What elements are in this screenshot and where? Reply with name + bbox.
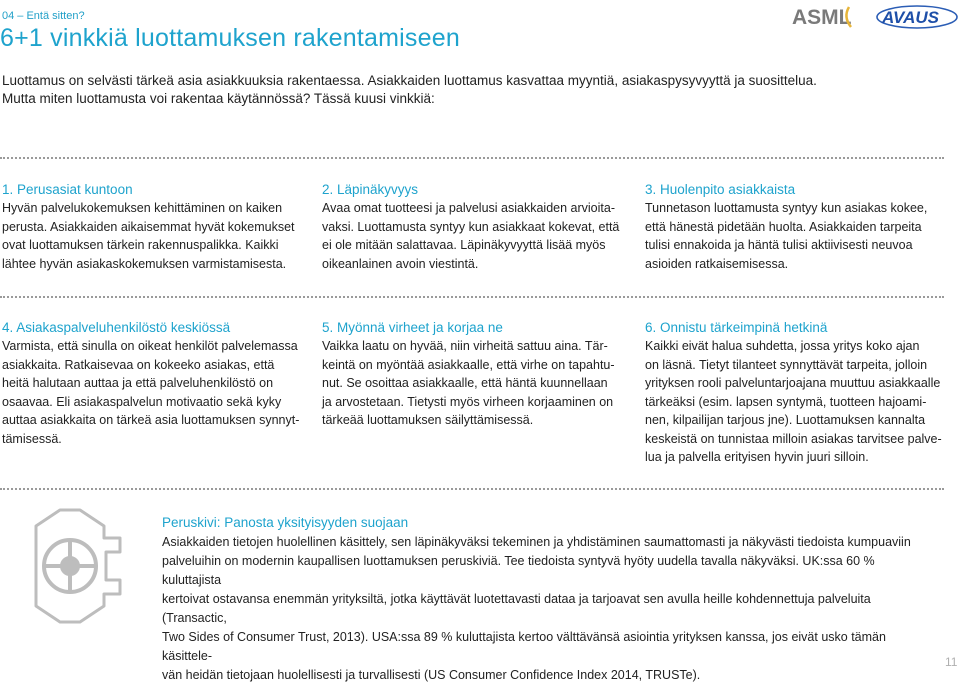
intro-line-1: Luottamus on selvästi tärkeä asia asiakkuuksia rakentaessa. Asiakkaiden luottamus kasvattaa myyntiä, asiakaspysyvyyttä ja suosittelua. xyxy=(2,73,817,88)
tip-body: Vaikka laatu on hyvää, niin virheitä sattuu aina. Tär- keintä on myöntää asiakkaalle, että virhe on tapahtu- nut. Se osoittaa asiakkaalle, että häntä kuunnellaan ja arvostetaan. Tietysti myös virheen korjaaminen on tärkeää luottamuksen säilyttämisessä. xyxy=(322,339,615,427)
avaus-logo-text: AVAUS xyxy=(882,8,939,27)
dotted-divider xyxy=(0,157,944,159)
tip-body: Hyvän palvelukokemuksen kehittäminen on kaiken perusta. Asiakkaiden aikaisemmat hyvät kokemukset ovat luottamuksen tärkein rakennuspalikka. Kaikki lähtee hyvän asiakaskokemuksen varmistamisesta. xyxy=(2,201,295,271)
tip-heading: 4. Asiakaspalveluhenkilöstö keskiössä xyxy=(2,320,231,335)
asml-logo xyxy=(791,4,867,35)
tip-card-4 xyxy=(2,319,302,448)
page-number: 11 xyxy=(945,655,958,669)
bonus-body: Asiakkaiden tietojen huolellinen käsittely, sen läpinäkyväksi tekeminen ja yhdistäminen saumattomasti ja näkyvästi tiedoista kumpuaviin palveluihin on modernin kaupallisen luottamuksen peruskiviä. Tee tiedoista syntyvä hyöty uudella tavalla näkyväksi. UK:ssa 60 % kuluttajista kertoivat ostavansa enemmän yrityksiltä, jotka käyttävät luotettavasti dataa ja tarjoavat sen avulla heille kohdennettuja palveluita (Transactic, Two Sides of Consumer Trust, 2013). USA:ssa 89 % kuluttajista kertoo välttävänsä asiointia yrityksen kanssa, jos eivät usko tämän käsittele- vän heidän tietojaan huolellisesti ja turvallisesti (US Consumer Confidence Index 2014, TRUSTe). xyxy=(162,535,911,682)
tip-heading: 5. Myönnä virheet ja korjaa ne xyxy=(322,320,503,335)
vault-icon xyxy=(10,506,150,633)
tip-body: Kaikki eivät halua suhdetta, jossa yritys koko ajan on läsnä. Tietyt tilanteet synnyttävät tarpeita, jolloin yrityksen rooli palveluntarjoajana muuttuu asiakkaalle tärkeäksi (esim. lapsen syntymä, tuotteen hajoami- nen, kilpailijan tarjous jne). Luottamuksen kannalta keskeistä on tunnistaa milloin asiakas tarvitsee palve- lua ja palvella erityisen hyvin juuri silloin. xyxy=(645,339,942,464)
tip-heading: 1. Perusasiat kuntoon xyxy=(2,182,133,197)
tip-body: Tunnetason luottamusta syntyy kun asiakas kokee, että hänestä pidetään huolta. Asiakkaiden tarpeita tulisi ennakoida ja häntä tulisi aktiivisesti neuvoa asioiden ratkaisemisessa. xyxy=(645,201,928,271)
tip-heading: 6. Onnistu tärkeimpinä hetkinä xyxy=(645,320,828,335)
tip-heading: 3. Huolenpito asiakkaista xyxy=(645,182,796,197)
tip-heading: 2. Läpinäkyvyys xyxy=(322,182,419,197)
intro-line-2: Mutta miten luottamusta voi rakentaa käytännössä? Tässä kuusi vinkkiä: xyxy=(2,91,435,106)
tip-card-2 xyxy=(322,181,622,273)
dotted-divider xyxy=(0,488,944,490)
tip-card-3 xyxy=(645,181,945,273)
tip-card-1 xyxy=(2,181,302,273)
tip-card-6 xyxy=(645,319,945,467)
dotted-divider xyxy=(0,296,944,298)
bonus-heading: Peruskivi: Panosta yksityisyyden suojaan xyxy=(162,515,409,530)
intro-paragraph xyxy=(2,72,922,108)
tip-body: Varmista, että sinulla on oikeat henkilöt palvelemassa asiakkaita. Ratkaisevaa on kokeeko asiakas, että heitä halutaan auttaa ja että palveluhenkilöstö on osaavaa. Eli asiakaspalvelun motivaatio sekä kyky auttaa asiakkaita on tärkeä asia luottamuksen synnyt- tämisessä. xyxy=(2,339,300,446)
avaus-logo xyxy=(876,4,960,35)
section-kicker: 04 – Entä sitten? xyxy=(2,10,85,22)
tip-body: Avaa omat tuotteesi ja palvelusi asiakkaiden arvioita- vaksi. Luottamusta syntyy kun asiakkaat kokevat, että ei ole mitään salattavaa. Läpinäkyvyyttä lisää myös oikeanlainen avoin viestintä. xyxy=(322,201,620,271)
asml-logo-text: ASML xyxy=(792,6,852,29)
page-title: 6+1 vinkkiä luottamuksen rakentamiseen xyxy=(0,24,460,52)
tip-card-5 xyxy=(322,319,622,430)
